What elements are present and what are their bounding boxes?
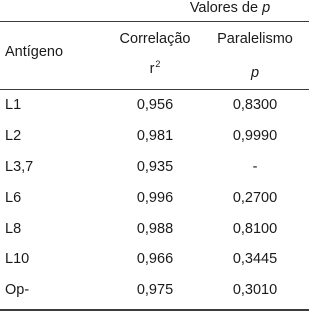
cell-r2: 0,935 <box>136 159 174 175</box>
cell-antigen: L8 <box>5 221 22 237</box>
cell-antigen: L3,7 <box>5 159 34 175</box>
cell-r2: 0,975 <box>136 282 174 298</box>
group-header-label: Valores de <box>189 0 263 16</box>
cell-r2: 0,966 <box>136 251 174 267</box>
table-bottom-rule <box>0 309 309 311</box>
cell-r2: 0,988 <box>136 221 174 237</box>
cell-r2: 0,996 <box>136 190 174 206</box>
cell-antigen: Op- <box>5 282 30 298</box>
cell-antigen: L1 <box>5 97 22 113</box>
cell-p: 0,8100 <box>232 221 278 237</box>
col-header-correlation: Correlação <box>119 31 191 47</box>
cell-p: 0,9990 <box>232 128 278 144</box>
group-header <box>155 1 305 16</box>
cell-antigen: L2 <box>5 128 22 144</box>
cell-p: - <box>252 159 258 175</box>
cell-p: 0,2700 <box>232 190 278 206</box>
col-header-parallelism: Paralelismo <box>217 31 293 47</box>
col-subheader-p: p <box>250 65 260 81</box>
cell-antigen: L6 <box>5 190 22 206</box>
r-superscript: 2 <box>155 59 161 69</box>
cell-r2: 0,981 <box>136 128 174 144</box>
group-header-underline <box>0 21 309 22</box>
cell-p: 0,8300 <box>232 97 278 113</box>
cell-p: 0,3445 <box>232 251 278 267</box>
cell-p: 0,3010 <box>232 282 278 298</box>
group-header-var: p <box>262 0 271 16</box>
col-subheader-r2 <box>100 59 210 77</box>
row-header-antigen: Antígeno <box>5 44 64 60</box>
r-symbol: r <box>149 61 155 77</box>
header-bottom-rule <box>0 89 309 90</box>
cell-r2: 0,956 <box>136 97 174 113</box>
cell-antigen: L10 <box>5 251 30 267</box>
